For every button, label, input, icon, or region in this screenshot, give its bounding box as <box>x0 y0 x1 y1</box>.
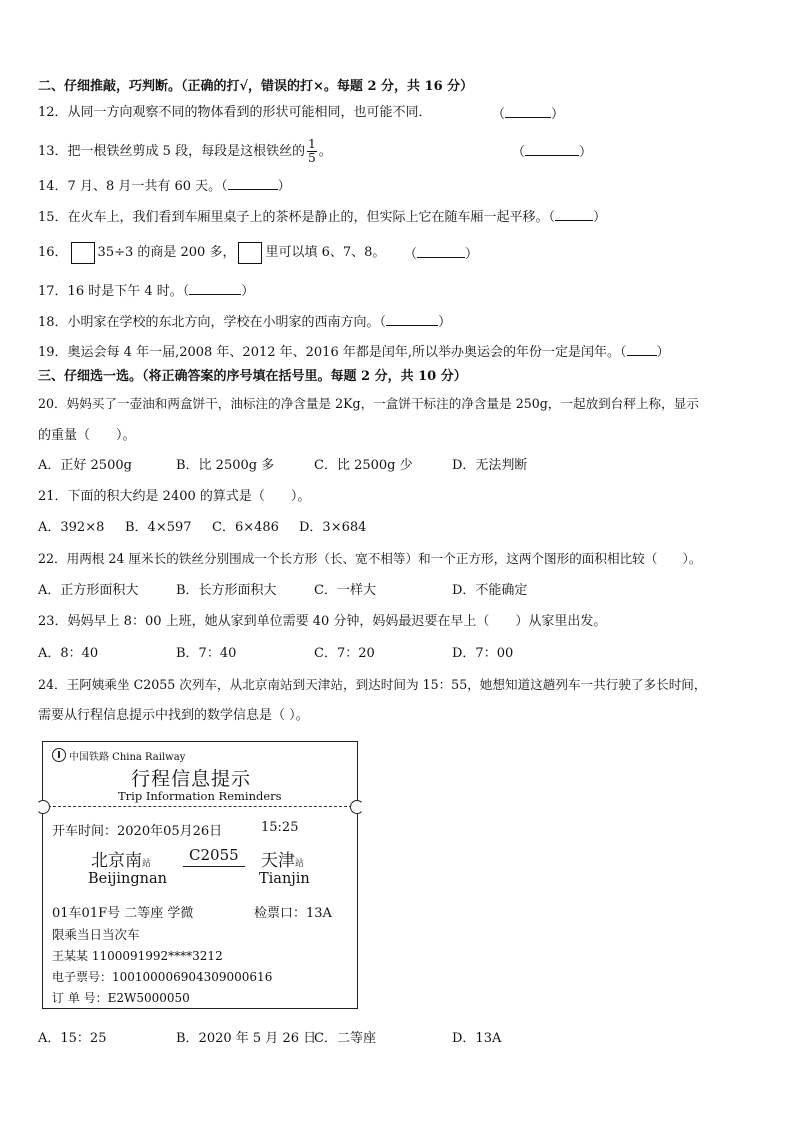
trip-information-ticket <box>42 741 358 1009</box>
option-20-a[interactable]: A．正好 2500g <box>38 458 132 473</box>
paren-open: （ <box>404 247 418 262</box>
question-14-text: 14．7 月、8 月一共有 60 天。 <box>38 179 222 194</box>
question-16-text-b: 35÷3 的商是 200 多， <box>97 245 236 260</box>
ticket-from-station-en: Beijingnan <box>88 871 167 887</box>
question-16-number: 16． <box>38 245 68 260</box>
answer-blank[interactable] <box>386 313 438 326</box>
question-13 <box>38 138 332 165</box>
option-21-b[interactable]: B．4×597 <box>125 520 192 535</box>
option-24-d[interactable]: D．13A <box>452 1031 502 1046</box>
answer-blank[interactable] <box>627 343 657 356</box>
option-23-b[interactable]: B．7：40 <box>176 646 237 661</box>
paren-close: ） <box>656 345 670 360</box>
ticket-notch-right <box>350 800 364 814</box>
option-22-d[interactable]: D．不能确定 <box>452 583 528 598</box>
answer-12[interactable] <box>492 105 564 123</box>
paren-close: ） <box>579 145 593 160</box>
option-22-c[interactable]: C．一样大 <box>314 583 376 598</box>
section-3-heading: 三、仔细选一选。（将正确答案的序号填在括号里。每题 2 分，共 10 分） <box>38 369 467 384</box>
fraction-one-fifth <box>307 138 317 165</box>
ticket-title-en: Trip Information Reminders <box>118 789 282 803</box>
question-24-line2: 需要从行程信息提示中找到的数学信息是（ ）。 <box>38 708 309 723</box>
paren-open: （ <box>221 179 228 194</box>
answer-blank[interactable] <box>505 105 551 118</box>
blank-box[interactable] <box>71 242 95 264</box>
answer-blank[interactable] <box>189 282 241 295</box>
question-19 <box>38 343 670 361</box>
question-18 <box>38 313 451 331</box>
option-22-b[interactable]: B．长方形面积大 <box>176 583 277 598</box>
ticket-title-cn: 行程信息提示 <box>131 768 252 790</box>
answer-16[interactable] <box>404 245 478 263</box>
china-railway-logo-icon <box>52 748 66 762</box>
question-12-text: 12．从同一方向观察不同的物体看到的形状可能相同，也可能不同． <box>38 105 432 120</box>
option-24-b[interactable]: B．2020 年 5 月 26 日 <box>176 1031 317 1046</box>
option-22-a[interactable]: A．正方形面积大 <box>38 583 139 598</box>
paren-close: ） <box>277 179 291 194</box>
question-24-line1: 24．王阿姨乘坐 C2055 次列车，从北京南站到天津站，到达时间为 15：55，她想知道这趟列车一共行驶了多长时间， <box>38 677 707 692</box>
ticket-to-station <box>261 846 304 871</box>
from-station-name: 北京南 <box>91 851 142 871</box>
option-23-c[interactable]: C．7：20 <box>314 646 375 661</box>
option-20-d[interactable]: D．无法判断 <box>452 458 528 473</box>
paren-open: （ <box>512 145 526 160</box>
option-24-a[interactable]: A．15：25 <box>38 1031 107 1046</box>
option-21-c[interactable]: C．6×486 <box>212 520 279 535</box>
ticket-order-number: 订 单 号：E2W5000050 <box>52 991 190 1005</box>
paren-open: （ <box>620 345 627 360</box>
answer-blank[interactable] <box>228 177 278 190</box>
ticket-train-number: C2055 <box>183 846 245 867</box>
question-16 <box>38 241 385 265</box>
question-17 <box>38 282 254 300</box>
question-23-line1: 23．妈妈早上 8：00 上班，她从家到单位需要 40 分钟，妈妈最迟要在早上（ ）从家里出发。 <box>38 614 607 629</box>
fraction-numerator: 1 <box>308 137 316 151</box>
question-13-end: 。 <box>318 144 332 159</box>
option-20-c[interactable]: C．比 2500g 少 <box>314 458 413 473</box>
ticket-eticket-number: 电子票号：10010000690430900061​6 <box>52 970 273 984</box>
ticket-from-station <box>91 846 151 871</box>
ticket-divider-top <box>43 806 357 807</box>
option-23-d[interactable]: D．7：00 <box>452 646 514 661</box>
option-21-d[interactable]: D．3×684 <box>299 520 367 535</box>
answer-blank[interactable] <box>555 208 593 221</box>
question-18-text: 18．小明家在学校的东北方向，学校在小明家的西南方向。 <box>38 315 380 330</box>
question-15 <box>38 208 606 226</box>
paren-open: （ <box>379 315 387 330</box>
question-20-line1: 20．妈妈买了一壶油和两盒饼干，油标注的净含量是 2Kg，一盒饼干标注的净含量是 250g，一起放到台秤上称，显示 <box>38 396 699 411</box>
paren-open: （ <box>492 107 506 122</box>
question-12 <box>38 105 432 121</box>
question-16-text-c: 里可以填 6、7、8。 <box>265 245 386 260</box>
option-24-c[interactable]: C．二等座 <box>314 1031 376 1046</box>
question-17-text: 17．16 时是下午 4 时。 <box>38 284 183 299</box>
question-15-text: 15．在火车上，我们看到车厢里桌子上的茶杯是静止的，但实际上它在随车厢一起平移。 <box>38 210 549 225</box>
ticket-seat-info: 01车01F号 二等座 学微 <box>52 906 194 921</box>
station-suffix: 站 <box>295 859 305 869</box>
paren-close: ） <box>465 247 479 262</box>
ticket-logo-text: 中国铁路 China Railway <box>69 752 186 763</box>
question-14 <box>38 177 291 195</box>
to-station-name: 天津 <box>261 851 295 871</box>
ticket-passenger: 王某某 1100091992****3212 <box>52 949 223 963</box>
paren-close: ） <box>551 107 565 122</box>
ticket-depart-time: 15:25 <box>261 820 299 835</box>
blank-box[interactable] <box>238 242 262 264</box>
question-22-line1: 22．用两根 24 厘米长的铁丝分别围成一个长方形（长、宽不相等）和一个正方形，这两个图形的面积相比较（ ）。 <box>38 551 702 566</box>
ticket-notch-left <box>36 800 50 814</box>
paren-close: ） <box>593 210 607 225</box>
question-13-text: 13．把一根铁丝剪成 5 段，每段是这根铁丝的 <box>38 144 306 159</box>
paren-close: ） <box>241 284 255 299</box>
paren-close: ） <box>438 315 452 330</box>
option-20-b[interactable]: B．比 2500g 多 <box>176 458 275 473</box>
answer-13[interactable] <box>512 143 592 161</box>
ticket-notice: 限乘当日当次车 <box>52 927 140 942</box>
section-2-heading: 二、仔细推敲，巧判断。（正确的打√，错误的打×。每题 2 分，共 16 分） <box>38 79 474 94</box>
option-23-a[interactable]: A．8：40 <box>38 646 99 661</box>
option-21-a[interactable]: A．392×8 <box>38 520 105 535</box>
question-19-text: 19．奥运会每 4 年一届,2008 年、2012 年、2016 年都是闰年,所以举办奥运会的年份一定是闰年。 <box>38 345 620 360</box>
answer-blank[interactable] <box>525 143 579 156</box>
fraction-denominator: 5 <box>308 151 316 165</box>
station-suffix: 站 <box>142 859 152 869</box>
ticket-gate: 检票口：13A <box>254 906 332 921</box>
ticket-to-station-en: Tianjin <box>259 871 310 887</box>
question-20-line2: 的重量（ ）。 <box>38 428 136 443</box>
answer-blank[interactable] <box>417 245 465 258</box>
paren-open: （ <box>548 210 556 225</box>
ticket-depart-label: 开车时间：2020年05月26日 <box>52 824 223 839</box>
question-21-line1: 21．下面的积大约是 2400 的算式是（ ）。 <box>38 489 311 504</box>
paren-open: （ <box>182 284 190 299</box>
